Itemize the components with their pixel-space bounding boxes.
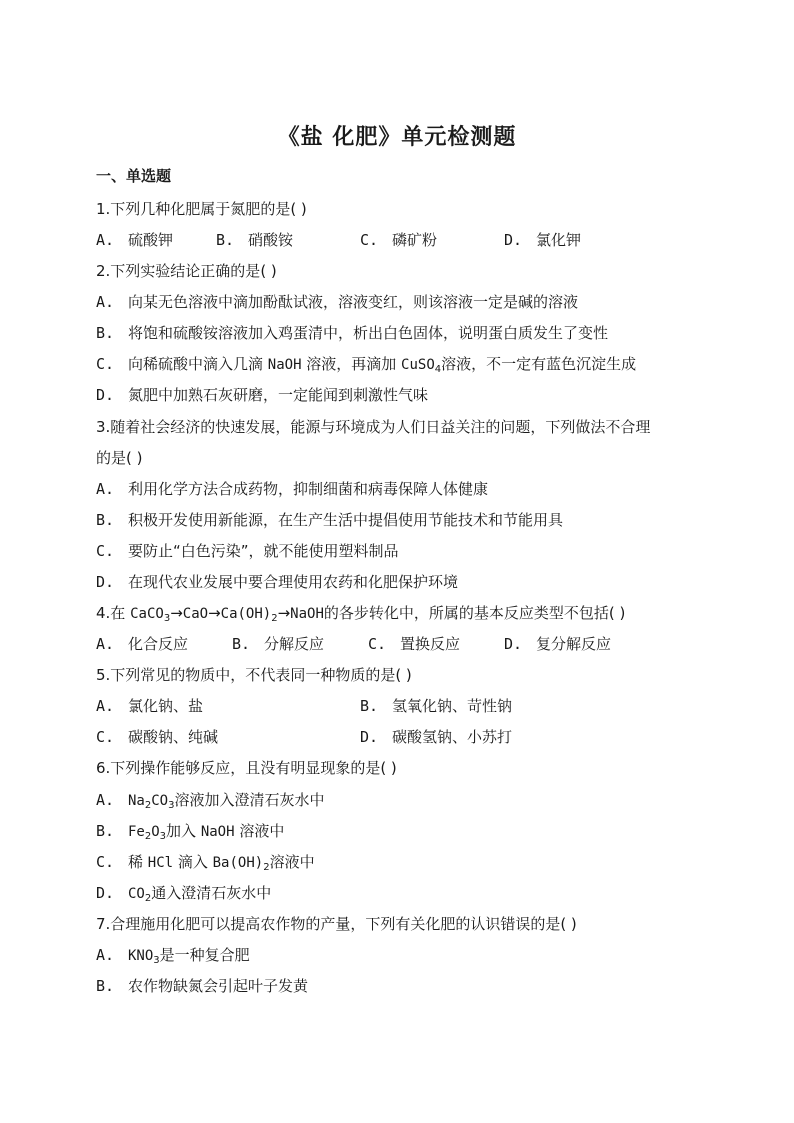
q3-option-b[interactable]: B. 积极开发使用新能源，在生产生活中提倡使用节能技术和节能用具 — [96, 511, 564, 529]
q1-option-a[interactable]: A. 硫酸钾 — [96, 231, 174, 249]
q3-option-a[interactable]: A. 利用化学方法合成药物，抑制细菌和病毒保障人体健康 — [96, 480, 489, 498]
page-title: 《盐 化肥》单元检测题 — [277, 124, 517, 150]
q6-option-c[interactable]: C. 稀 HCl 滴入 $Ba(OH)_2$溶液中 — [96, 853, 315, 873]
q3-option-c[interactable]: C. 要防止“白色污染”，就不能使用塑料制品 — [96, 542, 399, 560]
question-3-stem-line2: 的是( ) — [96, 449, 143, 467]
q2-option-b[interactable]: B. 将饱和硫酸铵溶液加入鸡蛋清中，析出白色固体，说明蛋白质发生了变性 — [96, 324, 609, 342]
option-label: D. — [504, 231, 523, 249]
question-1-stem: 1.下列几种化肥属于氮肥的是( ) — [96, 200, 307, 218]
q5-option-a[interactable]: A. 氯化钠、盐 — [96, 697, 204, 715]
q1-option-b[interactable]: B. 硝酸铵 — [216, 231, 294, 249]
arrow-icon: → — [208, 604, 221, 622]
q5-option-b[interactable]: B. 氢氧化钠、苛性钠 — [360, 697, 513, 715]
q4-option-d[interactable]: D. 复分解反应 — [504, 635, 612, 653]
question-7-stem: 7.合理施用化肥可以提高农作物的产量，下列有关化肥的认识错误的是( ) — [96, 915, 577, 933]
question-6-stem: 6.下列操作能够反应，且没有明显现象的是( ) — [96, 759, 397, 777]
q7-option-a[interactable]: A. $KNO_3$是一种复合肥 — [96, 946, 250, 966]
q4-option-c[interactable]: C. 置换反应 — [368, 635, 461, 653]
q6-option-a[interactable]: A. $Na_2CO_3$溶液加入澄清石灰水中 — [96, 791, 325, 811]
section-heading: 一、单选题 — [96, 167, 172, 185]
option-label: C. — [360, 231, 379, 249]
question-5-stem: 5.下列常见的物质中，不代表同一种物质的是( ) — [96, 666, 412, 684]
question-2-stem: 2.下列实验结论正确的是( ) — [96, 262, 277, 280]
q2-option-c[interactable]: C. 向稀硫酸中滴入几滴 NaOH 溶液，再滴加 CuSO$_4$溶液，不一定有蓝色沉淀生成 — [96, 355, 637, 375]
q7-option-b[interactable]: B. 农作物缺氮会引起叶子发黄 — [96, 977, 309, 995]
q5-option-d[interactable]: D. 碳酸氢钠、小苏打 — [360, 728, 513, 746]
q4-option-b[interactable]: B. 分解反应 — [232, 635, 325, 653]
q4-option-a[interactable]: A. 化合反应 — [96, 635, 189, 653]
option-label: A. — [96, 231, 115, 249]
q6-option-b[interactable]: B. $Fe_2O_3$加入 NaOH 溶液中 — [96, 822, 285, 842]
q3-option-d[interactable]: D. 在现代农业发展中要合理使用农药和化肥保护环境 — [96, 573, 459, 591]
q2-option-a[interactable]: A. 向某无色溶液中滴加酚酞试液，溶液变红，则该溶液一定是碱的溶液 — [96, 293, 579, 311]
q5-option-c[interactable]: C. 碳酸钠、纯碱 — [96, 728, 219, 746]
q1-option-d[interactable]: D. 氯化钾 — [504, 231, 582, 249]
option-label: B. — [216, 231, 235, 249]
q2-option-d[interactable]: D. 氮肥中加熟石灰研磨，一定能闻到刺激性气味 — [96, 386, 429, 404]
q1-option-c[interactable]: C. 磷矿粉 — [360, 231, 438, 249]
question-4-stem: 4.在 $CaCO_3\to CaO\to Ca(OH)_2\to NaOH$的各步转化中，所属的基本反应类型不包括( ) — [96, 604, 626, 624]
question-3-stem-line1: 3.随着社会经济的快速发展，能源与环境成为人们日益关注的问题，下列做法不合理 — [96, 418, 651, 436]
arrow-icon: → — [170, 604, 183, 622]
arrow-icon: → — [277, 604, 291, 622]
q6-option-d[interactable]: D. $CO_2$通入澄清石灰水中 — [96, 884, 272, 904]
